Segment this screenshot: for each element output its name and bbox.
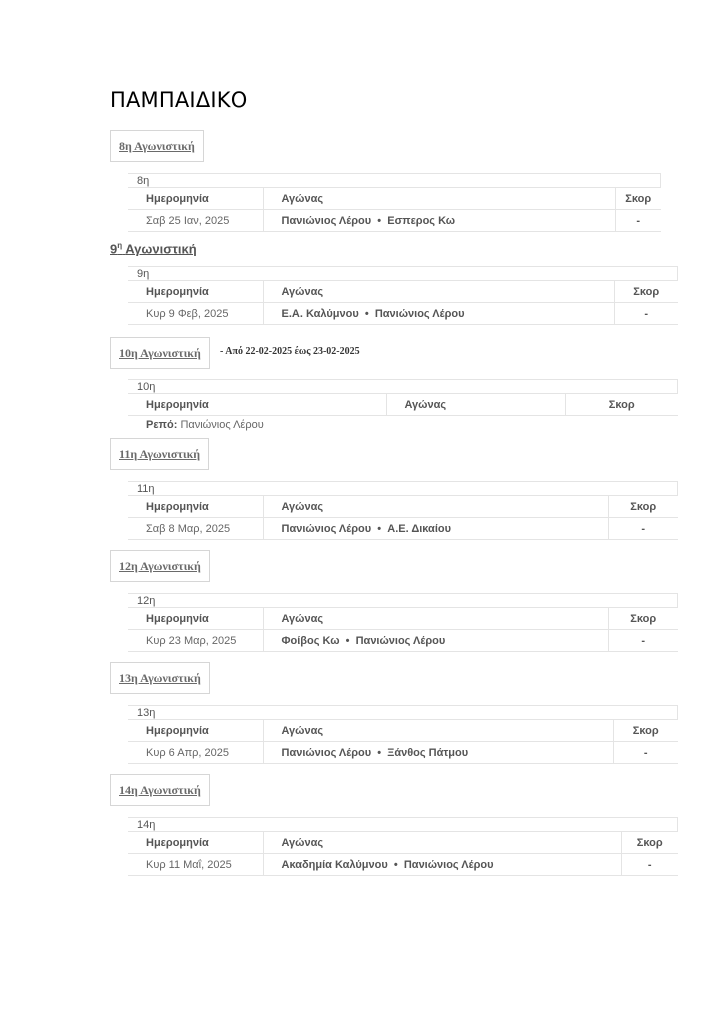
away-team: Ξάνθος Πάτμου — [387, 746, 469, 759]
table-row[interactable] — [128, 518, 678, 540]
match-score: - — [615, 210, 661, 232]
round-14-table — [128, 831, 678, 876]
round-14-heading[interactable]: 14η Αγωνιστική — [110, 774, 210, 806]
away-team: Πανιώνιος Λέρου — [355, 634, 446, 647]
round-12-heading[interactable]: 12η Αγωνιστική — [110, 550, 210, 582]
match-date: Σαβ 8 Μαρ, 2025 — [128, 518, 263, 540]
match-score: - — [608, 518, 678, 540]
round-10-heading[interactable]: 10η Αγωνιστική — [110, 337, 210, 369]
away-team: Πανιώνιος Λέρου — [374, 307, 465, 320]
match-teams[interactable] — [263, 303, 614, 325]
table-header-row — [128, 496, 678, 518]
score-header: Σκορ — [565, 394, 678, 416]
match-teams[interactable] — [263, 210, 615, 232]
away-team: Εσπερος Κω — [387, 214, 456, 227]
match-header: Αγώνας — [263, 720, 613, 742]
round-9-suffix: η — [117, 241, 123, 250]
round-9-table — [128, 280, 678, 325]
round-9-number: 9 — [110, 241, 118, 257]
round-8-caption: 8η — [128, 173, 661, 188]
match-score: - — [621, 854, 678, 876]
round-10-date-range: - Από 22-02-2025 έως 23-02-2025 — [220, 346, 360, 357]
away-team: Πανιώνιος Λέρου — [403, 858, 494, 871]
away-team: Α.Ε. Δικαίου — [387, 522, 451, 535]
vs-separator: • — [393, 858, 398, 871]
match-teams[interactable] — [263, 518, 608, 540]
score-header: Σκορ — [613, 720, 678, 742]
match-score: - — [608, 630, 678, 652]
match-teams[interactable] — [263, 854, 621, 876]
match-date: Σαβ 25 Ιαν, 2025 — [128, 210, 263, 232]
vs-separator: • — [377, 522, 382, 535]
date-header: Ημερομηνία — [128, 281, 263, 303]
round-11-caption: 11η — [128, 481, 678, 496]
table-header-row — [128, 720, 678, 742]
table-row[interactable] — [128, 303, 678, 325]
match-date: Κυρ 9 Φεβ, 2025 — [128, 303, 263, 325]
match-score: - — [614, 303, 678, 325]
bye-label: Ρεπό: — [146, 419, 178, 431]
match-header: Αγώνας — [263, 608, 608, 630]
round-13-caption: 13η — [128, 705, 678, 720]
home-team: Πανιώνιος Λέρου — [281, 522, 372, 535]
round-10-caption: 10η — [128, 379, 678, 394]
vs-separator: • — [377, 214, 382, 227]
home-team: Πανιώνιος Λέρου — [281, 746, 372, 759]
round-12-table — [128, 607, 678, 652]
score-header: Σκορ — [608, 608, 678, 630]
table-header-row — [128, 281, 678, 303]
score-header: Σκορ — [614, 281, 678, 303]
match-header: Αγώνας — [263, 281, 614, 303]
round-8-table — [128, 187, 661, 232]
vs-separator: • — [377, 746, 382, 759]
date-header: Ημερομηνία — [128, 188, 263, 210]
table-row[interactable] — [128, 630, 678, 652]
match-header: Αγώνας — [263, 188, 615, 210]
match-teams[interactable] — [263, 630, 608, 652]
round-9-word: Αγωνιστική — [125, 241, 197, 257]
match-header: Αγώνας — [263, 496, 608, 518]
round-10-table — [128, 393, 678, 416]
date-header: Ημερομηνία — [128, 394, 386, 416]
round-9-caption: 9η — [128, 266, 678, 281]
table-row[interactable] — [128, 210, 661, 232]
table-header-row — [128, 832, 678, 854]
table-header-row — [128, 188, 661, 210]
round-14-caption: 14η — [128, 817, 678, 832]
date-header: Ημερομηνία — [128, 608, 263, 630]
date-header: Ημερομηνία — [128, 496, 263, 518]
page-title: ΠΑΜΠΑΙΔΙΚΟ — [110, 88, 248, 112]
match-date: Κυρ 23 Μαρ, 2025 — [128, 630, 263, 652]
match-date: Κυρ 11 Μαΐ, 2025 — [128, 854, 263, 876]
date-header: Ημερομηνία — [128, 832, 263, 854]
round-12-caption: 12η — [128, 593, 678, 608]
score-header: Σκορ — [615, 188, 661, 210]
round-13-table — [128, 719, 678, 764]
home-team: Πανιώνιος Λέρου — [281, 214, 372, 227]
match-score: - — [613, 742, 678, 764]
round-8-heading[interactable]: 8η Αγωνιστική — [110, 130, 204, 162]
round-11-heading[interactable]: 11η Αγωνιστική — [110, 438, 209, 470]
round-13-heading[interactable]: 13η Αγωνιστική — [110, 662, 210, 694]
round-11-table — [128, 495, 678, 540]
home-team: Ε.Α. Καλύμνου — [281, 307, 359, 320]
vs-separator: • — [345, 634, 350, 647]
home-team: Ακαδημία Καλύμνου — [281, 858, 388, 871]
vs-separator: • — [364, 307, 369, 320]
bye-row — [128, 419, 264, 431]
table-header-row — [128, 394, 678, 416]
match-header: Αγώνας — [263, 832, 621, 854]
score-header: Σκορ — [621, 832, 678, 854]
match-header: Αγώνας — [386, 394, 565, 416]
score-header: Σκορ — [608, 496, 678, 518]
round-9-heading[interactable] — [110, 241, 197, 256]
home-team: Φοίβος Κω — [281, 634, 340, 647]
match-teams[interactable] — [263, 742, 613, 764]
table-row[interactable] — [128, 742, 678, 764]
date-header: Ημερομηνία — [128, 720, 263, 742]
match-date: Κυρ 6 Απρ, 2025 — [128, 742, 263, 764]
table-header-row — [128, 608, 678, 630]
bye-team: Πανιώνιος Λέρου — [180, 419, 264, 431]
table-row[interactable] — [128, 854, 678, 876]
